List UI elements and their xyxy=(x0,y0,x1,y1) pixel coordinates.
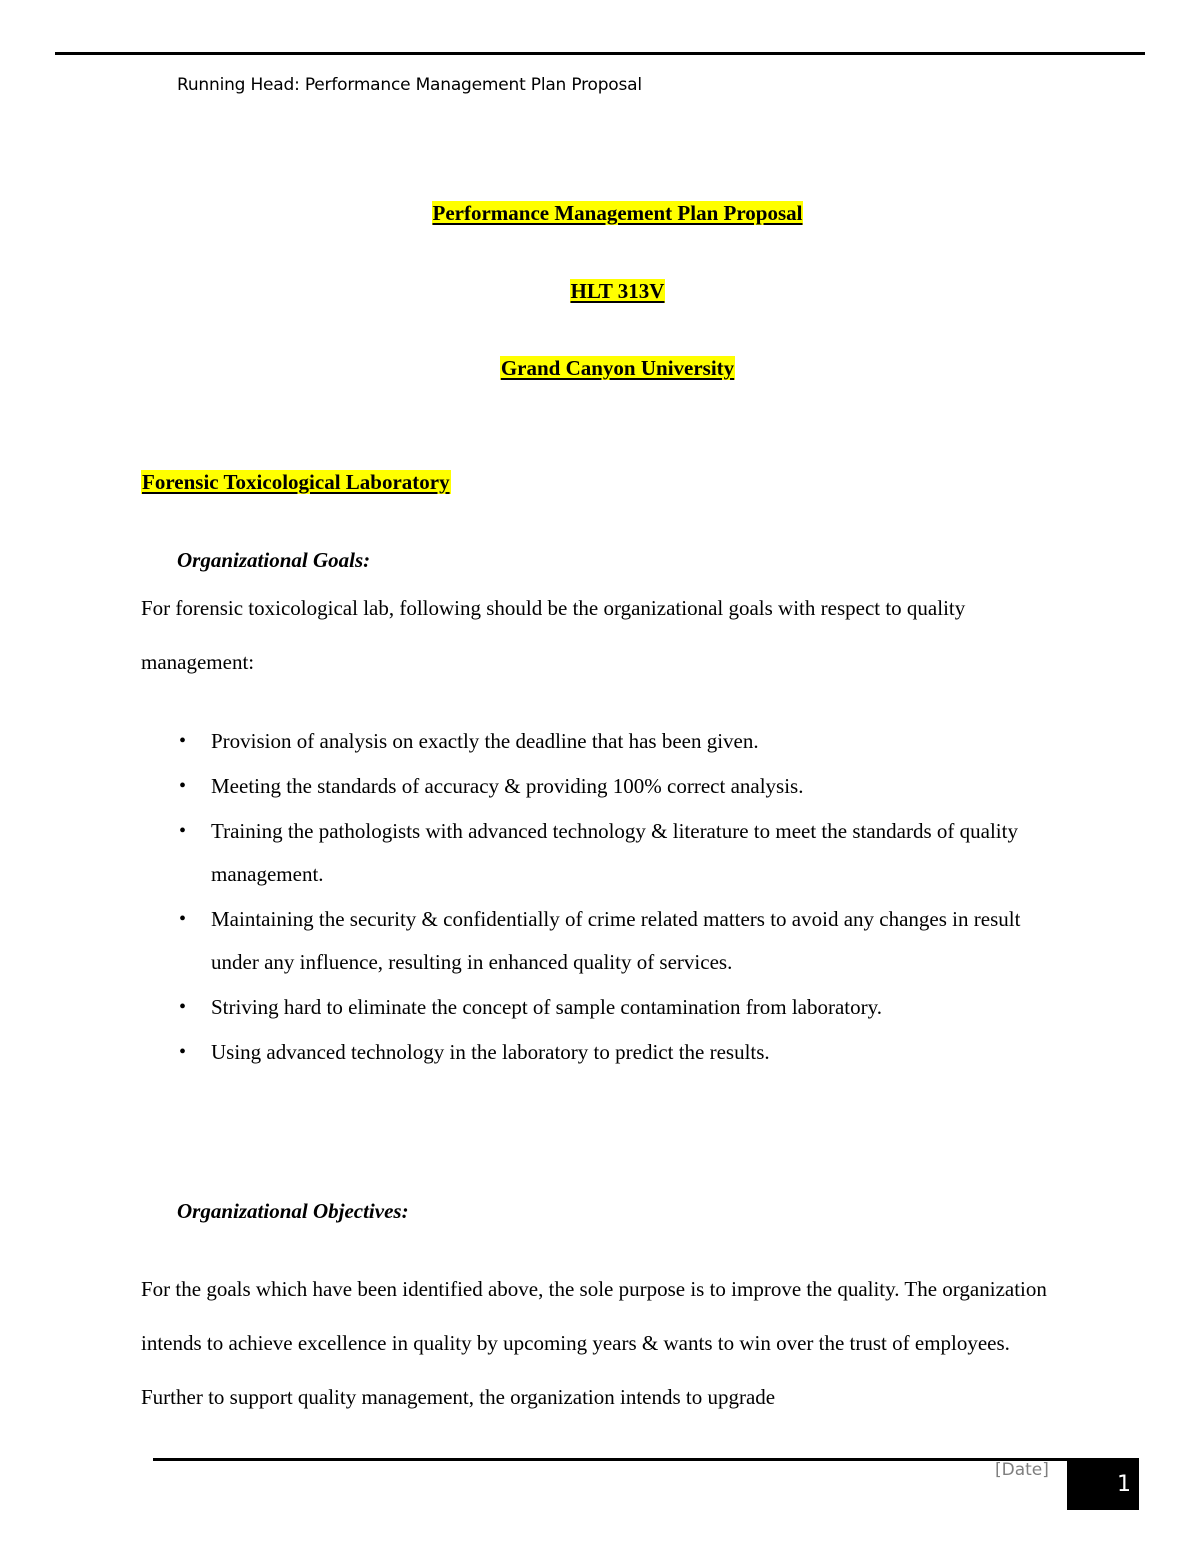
section-title: Forensic Toxicological Laboratory xyxy=(142,470,450,494)
list-item xyxy=(141,1031,1071,1074)
course-code-line xyxy=(0,279,1200,304)
goal-text: Striving hard to eliminate the concept of sample contamination from laboratory. xyxy=(211,995,883,1019)
goals-list xyxy=(141,720,1071,1076)
goals-heading: Organizational Goals: xyxy=(177,548,371,572)
list-item xyxy=(141,898,1071,984)
objectives-heading: Organizational Objectives: xyxy=(177,1199,409,1223)
bullet-icon: • xyxy=(179,996,187,1018)
bullet-icon: • xyxy=(179,775,187,797)
document-title: Performance Management Plan Proposal xyxy=(432,201,803,225)
bullet-icon: • xyxy=(179,730,187,752)
list-item xyxy=(141,986,1071,1029)
university-line xyxy=(0,356,1200,381)
section-title-line xyxy=(141,470,451,495)
footer-date-placeholder: [Date] xyxy=(995,1460,1049,1480)
course-code: HLT 313V xyxy=(570,279,665,303)
university-name: Grand Canyon University xyxy=(500,356,735,380)
goals-intro-paragraph: For forensic toxicological lab, following should be the organizational goals with respect to quality management: xyxy=(141,596,966,674)
bullet-icon: • xyxy=(179,1041,187,1063)
footer-rule xyxy=(153,1458,1068,1461)
goal-text: Using advanced technology in the laboratory to predict the results. xyxy=(211,1040,770,1064)
document-title-line xyxy=(0,201,1200,226)
page-number: 1 xyxy=(1117,1472,1131,1497)
objectives-paragraph: For the goals which have been identified above, the sole purpose is to improve the quality. The organization intends to achieve excellence in quality by upcoming years & wants to win over the trust of employees. Further to support quality management, the organization intends to upgrade xyxy=(141,1277,1047,1409)
running-head: Running Head: Performance Management Plan Proposal xyxy=(177,75,642,95)
goal-text: Training the pathologists with advanced technology & literature to meet the standards of quality management. xyxy=(211,819,1018,886)
list-item xyxy=(141,720,1071,763)
goal-text: Provision of analysis on exactly the deadline that has been given. xyxy=(211,729,759,753)
goal-text: Meeting the standards of accuracy & providing 100% correct analysis. xyxy=(211,774,804,798)
header-rule xyxy=(55,52,1145,55)
goal-text: Maintaining the security & confidentially of crime related matters to avoid any changes in result under any influence, resulting in enhanced quality of services. xyxy=(211,907,1021,974)
list-item xyxy=(141,810,1071,896)
list-item xyxy=(141,765,1071,808)
page-number-box xyxy=(1067,1458,1139,1510)
bullet-icon: • xyxy=(179,820,187,842)
bullet-icon: • xyxy=(179,908,187,930)
